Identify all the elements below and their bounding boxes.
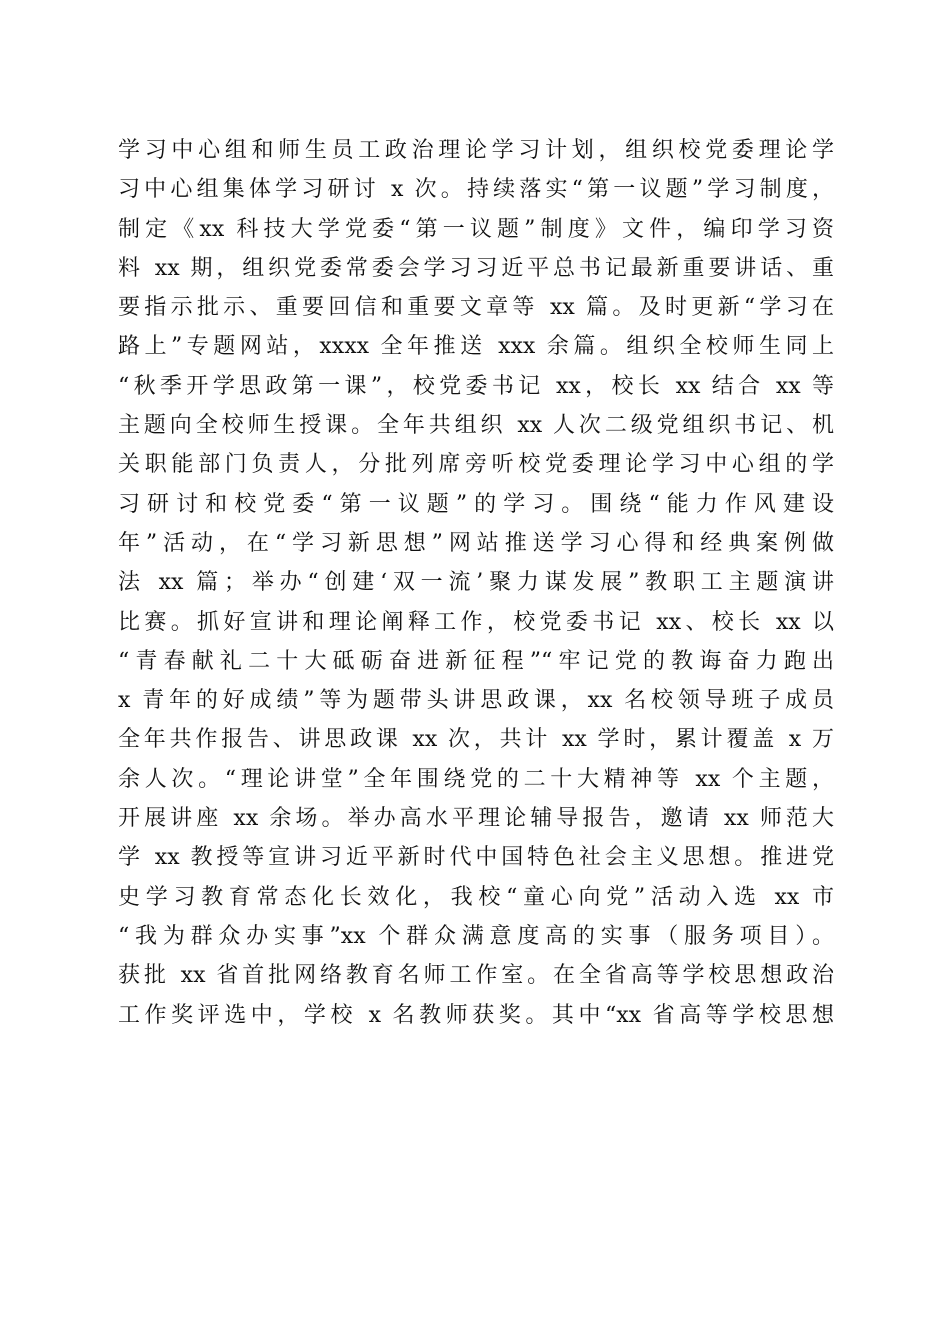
text-line: 比赛。抓好宣讲和理论阐释工作，校党委书记 xx、校长 xx 以 (118, 609, 834, 635)
body-paragraph (118, 131, 834, 1035)
text-line: 习研讨和校党委“第一议题”的学习。围绕“能力作风建设 (118, 491, 834, 517)
text-line: “青春献礼二十大砥砺奋进新征程”“牢记党的教诲奋力跑出 (118, 648, 834, 674)
text-line: 开展讲座 xx 余场。举办高水平理论辅导报告，邀请 xx 师范大 (118, 806, 834, 832)
text-line: 法 xx 篇；举办“创建‘双一流’聚力谋发展”教职工主题演讲 (118, 570, 834, 596)
text-line: 余人次。“理论讲堂”全年围绕党的二十大精神等 xx 个主题， (118, 766, 834, 792)
text-line: 获批 xx 省首批网络教育名师工作室。在全省高等学校思想政治 (118, 963, 834, 989)
text-line: 学习中心组和师生员工政治理论学习计划，组织校党委理论学 (118, 138, 834, 163)
text-line: 关职能部门负责人，分批列席旁听校党委理论学习中心组的学 (118, 452, 834, 478)
text-line: 工作奖评选中，学校 x 名教师获奖。其中“xx 省高等学校思想 (118, 1002, 834, 1028)
text-line: 习中心组集体学习研讨 x 次。持续落实“第一议题”学习制度， (118, 177, 834, 203)
text-line: 史学习教育常态化长效化，我校“童心向党”活动入选 xx 市 (118, 884, 834, 910)
text-line: “我为群众办实事”xx 个群众满意度高的实事（服务项目）。 (118, 923, 834, 949)
text-line: 主题向全校师生授课。全年共组织 xx 人次二级党组织书记、机 (118, 413, 834, 439)
text-line: 制定《xx 科技大学党委“第一议题”制度》文件，编印学习资 (118, 216, 834, 242)
text-line: 路上”专题网站，xxxx 全年推送 xxx 余篇。组织全校师生同上 (118, 334, 834, 360)
text-line: “秋季开学思政第一课”，校党委书记 xx，校长 xx 结合 xx 等 (118, 373, 834, 399)
text-line: 年”活动，在“学习新思想”网站推送学习心得和经典案例做 (118, 530, 834, 556)
text-line: 要指示批示、重要回信和重要文章等 xx 篇。及时更新“学习在 (118, 295, 834, 321)
text-line: 全年共作报告、讲思政课 xx 次，共计 xx 学时，累计覆盖 x 万 (118, 727, 834, 753)
text-line: 学 xx 教授等宣讲习近平新时代中国特色社会主义思想。推进党 (118, 845, 834, 871)
text-line: x 青年的好成绩”等为题带头讲思政课，xx 名校领导班子成员 (118, 688, 834, 714)
text-line: 料 xx 期，组织党委常委会学习习近平总书记最新重要讲话、重 (118, 255, 834, 281)
